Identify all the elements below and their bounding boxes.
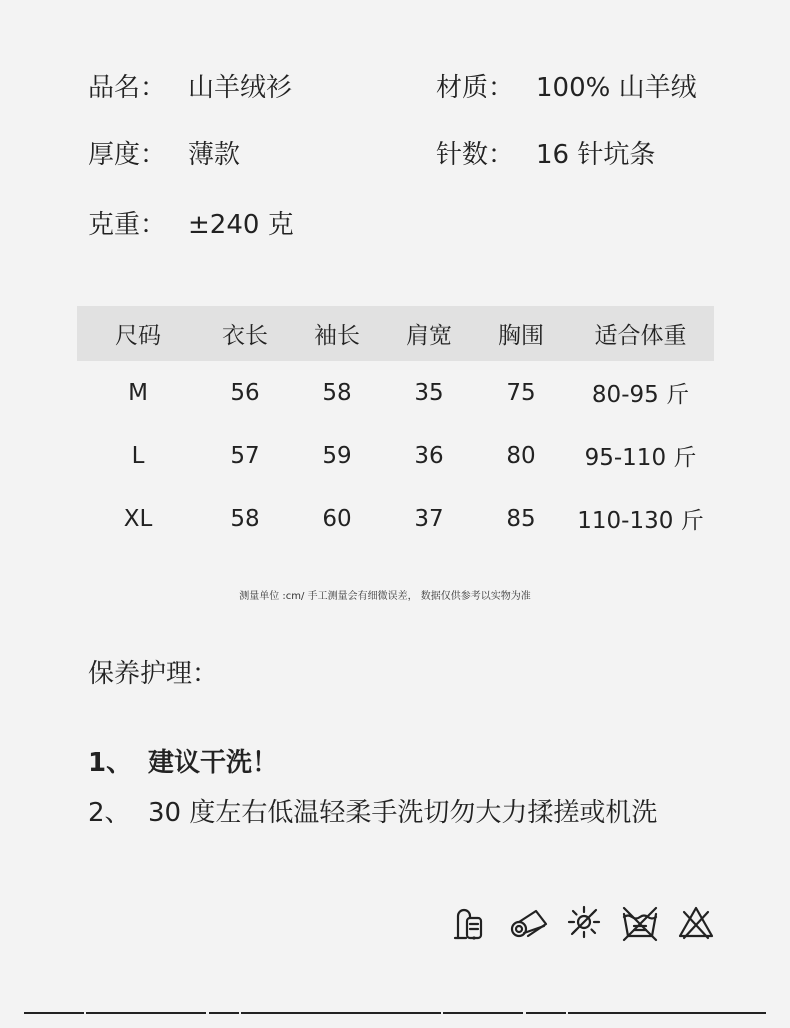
table-row [77,487,714,550]
spec-name-value: 山羊绒衫 [188,73,293,103]
vacuum-cleaner-icon [452,902,492,942]
table-row [77,361,714,424]
table-cell: 58 [322,379,352,406]
table-cell: 59 [322,442,352,469]
no-bleach-icon [676,902,716,942]
table-cell: 95-110 斤 [584,445,697,471]
care-item-text: 建议干洗！ [148,748,279,778]
header-size: 尺码 [115,323,161,349]
spec-thickness-value: 薄款 [188,140,241,170]
table-cell: 75 [506,379,536,406]
table-cell: M [128,379,148,406]
care-icons [452,902,716,942]
spec-thickness [88,138,240,172]
header-length: 衣长 [222,323,268,349]
table-cell: 80 [506,442,536,469]
care-item-1 [88,746,278,780]
spec-name [88,71,292,105]
spec-weight-value: ±240 克 [188,210,294,240]
table-cell: 85 [506,505,536,532]
spec-material [436,71,697,105]
header-shoulder: 肩宽 [406,323,452,349]
care-title: 保养护理： [88,659,219,689]
header-weight-range: 适合体重 [594,323,687,349]
care-item-number: 2、 [88,798,131,828]
table-row [77,424,714,487]
table-cell: 37 [414,505,444,532]
header-sleeve: 袖长 [314,323,360,349]
table-cell: 36 [414,442,444,469]
no-sun-drying-icon [564,902,604,942]
spec-gauge [436,138,655,172]
table-cell: 35 [414,379,444,406]
spec-gauge-label: 针数： [436,140,515,170]
table-cell: XL [123,505,153,532]
table-cell: 56 [230,379,260,406]
spec-gauge-value: 16 针坑条 [536,140,656,170]
measurement-note: 测量单位 :cm/ 手工测量会有细微误差， 数据仅供参考以实物为准 [239,591,531,602]
spec-material-label: 材质： [436,73,515,103]
care-item-2 [88,796,657,830]
size-table [77,306,714,550]
table-cell: 60 [322,505,352,532]
table-cell: 80-95 斤 [591,382,690,408]
rolled-mat-icon [508,902,548,942]
no-machine-wash-icon [620,902,660,942]
table-cell: 110-130 斤 [577,508,704,534]
care-item-text: 30 度左右低温轻柔手洗切勿大力揉搓或机洗 [148,798,658,828]
spec-weight [88,208,294,242]
care-item-number: 1、 [88,748,133,778]
spec-weight-label: 克重： [88,210,167,240]
spec-name-label: 品名： [88,73,167,103]
table-cell: 57 [230,442,260,469]
bottom-divider [24,1000,766,1004]
table-cell: L [131,442,145,469]
spec-thickness-label: 厚度： [88,140,167,170]
spec-material-value: 100% 山羊绒 [536,73,697,103]
size-table-header [77,306,714,361]
table-cell: 58 [230,505,260,532]
header-chest: 胸围 [498,323,544,349]
